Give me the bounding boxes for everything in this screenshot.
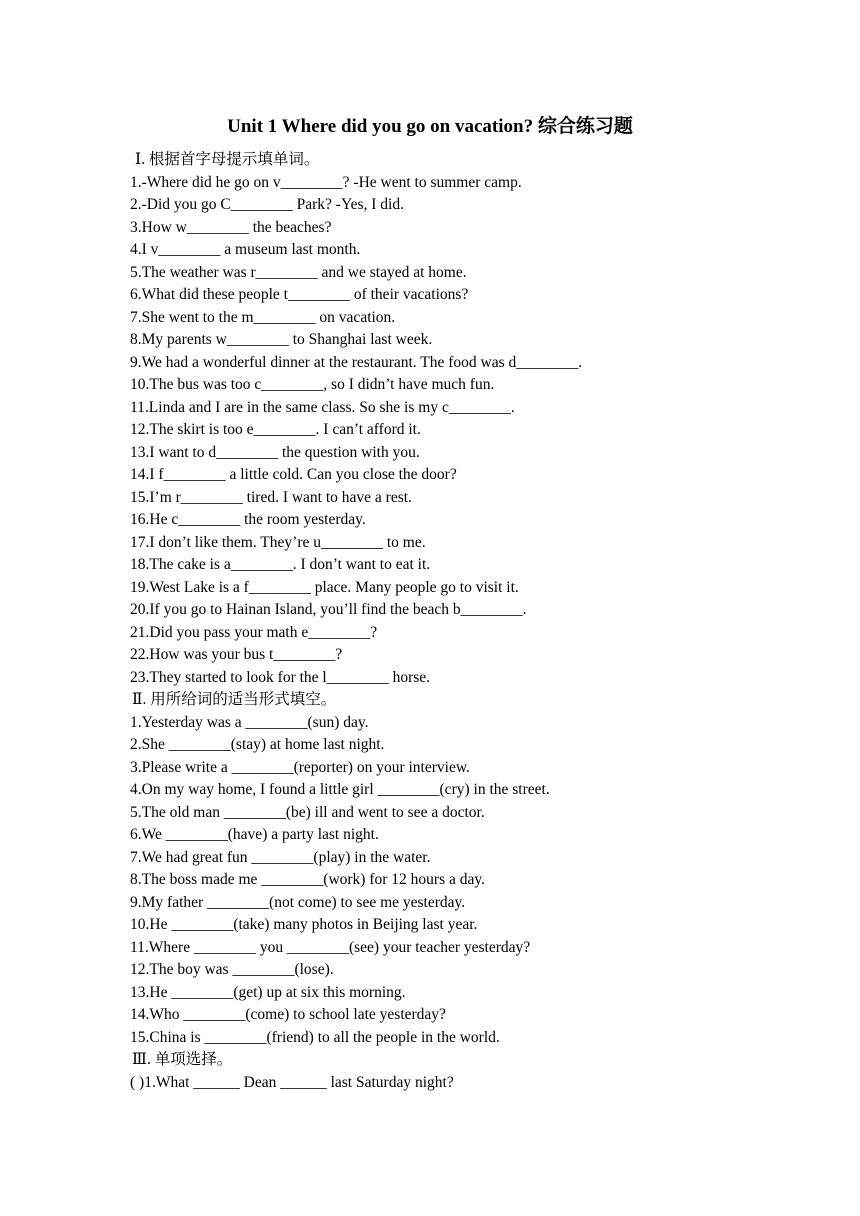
exercise-item: 11.Where ________ you ________(see) your teacher yesterday? xyxy=(130,938,531,956)
exercise-item: 7.She went to the m________ on vacation. xyxy=(130,308,396,326)
exercise-item: 22.How was your bus t________? xyxy=(130,646,343,663)
exercise-item: 15.China is ________(friend) to all the people in the world. xyxy=(130,1028,500,1046)
exercise-item: 10.The bus was too c________, so I didn’t have much fun. xyxy=(130,376,495,393)
exercise-item: 5.The old man ________(be) ill and went to see a doctor. xyxy=(130,803,485,821)
exercise-item: 13.I want to d________ the question with you. xyxy=(130,443,420,461)
exercise-item: 4.On my way home, I found a little girl ________(cry) in the street. xyxy=(130,781,550,798)
exercise-item: 16.He c________ the room yesterday. xyxy=(130,511,366,528)
exercise-item: 14.I f________ a little cold. Can you close the door? xyxy=(130,466,457,483)
exercise-item: ( )1.What ______ Dean ______ last Saturday night? xyxy=(130,1073,454,1091)
section-heading: Ⅲ. 单项选择。 xyxy=(132,1051,233,1068)
exercise-item: 3.Please write a ________(reporter) on your interview. xyxy=(130,758,470,776)
exercise-item: 9.We had a wonderful dinner at the restaurant. The food was d________. xyxy=(130,353,583,371)
section-heading: Ⅱ. 用所给词的适当形式填空。 xyxy=(132,691,337,708)
exercise-item: 3.How w________ the beaches? xyxy=(130,218,332,236)
exercise-item: 2.She ________(stay) at home last night. xyxy=(130,736,385,753)
exercise-item: 8.My parents w________ to Shanghai last week. xyxy=(130,331,433,348)
exercise-item: 17.I don’t like them. They’re u________ to me. xyxy=(130,533,426,551)
exercise-item: 5.The weather was r________ and we stayed at home. xyxy=(130,263,467,281)
exercise-item: 13.He ________(get) up at six this morning. xyxy=(130,983,406,1001)
exercise-item: 18.The cake is a________. I don’t want to eat it. xyxy=(130,556,431,573)
exercise-item: 9.My father ________(not come) to see me yesterday. xyxy=(130,893,466,911)
exercise-item: 10.He ________(take) many photos in Beijing last year. xyxy=(130,916,478,933)
exercise-item: 15.I’m r________ tired. I want to have a rest. xyxy=(130,488,412,506)
exercise-item: 12.The boy was ________(lose). xyxy=(130,961,334,978)
worksheet-body xyxy=(130,149,810,1094)
exercise-item: 23.They started to look for the l________ horse. xyxy=(130,668,431,686)
exercise-item: 14.Who ________(come) to school late yesterday? xyxy=(130,1006,446,1023)
exercise-item: 2.-Did you go C________ Park? -Yes, I did. xyxy=(130,196,404,213)
exercise-item: 11.Linda and I are in the same class. So she is my c________. xyxy=(130,398,515,416)
exercise-item: 7.We had great fun ________(play) in the water. xyxy=(130,848,431,866)
exercise-item: 6.What did these people t________ of their vacations? xyxy=(130,286,469,303)
exercise-item: 19.West Lake is a f________ place. Many people go to visit it. xyxy=(130,578,519,596)
exercise-item: 20.If you go to Hainan Island, you’ll find the beach b________. xyxy=(130,601,527,618)
exercise-item: 6.We ________(have) a party last night. xyxy=(130,826,379,843)
exercise-item: 1.Yesterday was a ________(sun) day. xyxy=(130,713,369,731)
exercise-item: 4.I v________ a museum last month. xyxy=(130,241,361,258)
exercise-item: 21.Did you pass your math e________? xyxy=(130,623,378,641)
exercise-item: 8.The boss made me ________(work) for 12 hours a day. xyxy=(130,871,485,888)
page-title: Unit 1 Where did you go on vacation? 综合练习题 xyxy=(227,116,633,137)
exercise-item: 1.-Where did he go on v________? -He went to summer camp. xyxy=(130,173,522,191)
section-heading: Ⅰ. 根据首字母提示填单词。 xyxy=(135,151,320,168)
exercise-item: 12.The skirt is too e________. I can’t afford it. xyxy=(130,421,421,438)
